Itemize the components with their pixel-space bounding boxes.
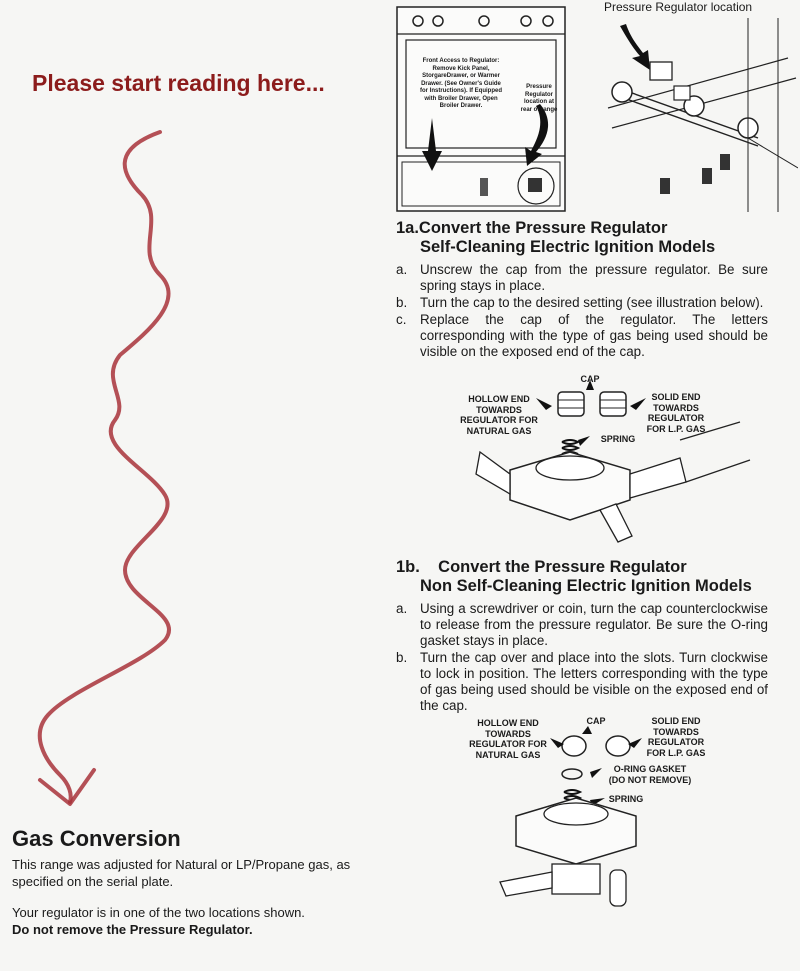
section-1b-title: 1b. Convert the Pressure Regulator: [396, 558, 687, 576]
cap-label-1a: CAP: [580, 374, 600, 384]
section-1a: [396, 219, 768, 361]
section-1a-subtitle: Self-Cleaning Electric Ignition Models: [420, 238, 716, 256]
spring-label-1a: SPRING: [600, 434, 636, 444]
start-reading-note: Please start reading here...: [32, 70, 325, 96]
step-text: Unscrew the cap from the pressure regulator. Be sure spring stays in place.: [420, 262, 768, 293]
step-letter: c.: [396, 312, 407, 327]
range-front-illustration: [396, 6, 566, 212]
solid-end-label-1b: SOLID END TOWARDS REGULATOR FOR L.P. GAS: [646, 716, 706, 758]
step-letter: b.: [396, 295, 408, 310]
section-1a-title: 1a.Convert the Pressure Regulator: [396, 219, 668, 237]
step-1a-c: [396, 312, 768, 360]
step-1b-a: [396, 601, 768, 649]
rear-location-label: Pressure Regulator location at rear of range: [520, 84, 558, 113]
diagram-1a: [440, 370, 760, 560]
step-1b-b: [396, 650, 768, 714]
solid-end-label-1a: SOLID END TOWARDS REGULATOR FOR L.P. GAS: [646, 392, 706, 434]
section-1a-heading: [396, 219, 768, 257]
gas-conversion-locations: Your regulator is in one of the two locations shown.: [12, 905, 305, 920]
regulator-location-illustration: [598, 18, 798, 212]
handdrawn-red-arrow: [0, 0, 400, 820]
step-letter: b.: [396, 650, 408, 665]
hollow-end-label-1a: HOLLOW END TOWARDS REGULATOR FOR NATURAL GAS: [460, 394, 538, 436]
section-1a-steps: [396, 262, 768, 360]
section-1b: [396, 558, 768, 715]
spring-label-1b: SPRING: [608, 794, 644, 804]
step-letter: a.: [396, 601, 408, 616]
hollow-end-label-1b: HOLLOW END TOWARDS REGULATOR FOR NATURAL GAS: [469, 718, 547, 760]
step-text: Turn the cap over and place into the slots. Turn clockwise to lock in position. The letters corresponding with the type of gas being used should be visible on the exposed end of the cap.: [420, 650, 768, 713]
oring-gasket-label: O-RING GASKET: [613, 764, 687, 774]
gas-conversion-warning: Do not remove the Pressure Regulator.: [12, 922, 253, 937]
regulator-location-caption: Pressure Regulator location: [604, 0, 753, 14]
front-access-label: Front Access to Regulator: Remove Kick Panel, StorgareDrawer, or Warmer Drawer. (See Owner's Guide for Instructions). If Equipped with Broiler Drawer, Open Broiler Drawer.: [420, 58, 502, 109]
step-letter: a.: [396, 262, 408, 277]
gas-conversion-intro: This range was adjusted for Natural or LP/Propane gas, as specified on the serial plate.: [12, 857, 351, 889]
section-1b-steps: [396, 601, 768, 714]
step-text: Turn the cap to the desired setting (see illustration below).: [420, 295, 764, 310]
step-text: Replace the cap of the regulator. The letters corresponding with the type of gas being used should be visible on the exposed end of the cap.: [420, 312, 768, 359]
section-1b-subtitle: Non Self-Cleaning Electric Ignition Models: [420, 577, 752, 595]
gas-conversion-block: [12, 826, 392, 938]
gas-conversion-title: Gas Conversion: [12, 826, 181, 851]
step-1a-b: [396, 295, 768, 311]
step-text: Using a screwdriver or coin, turn the cap counterclockwise to release from the pressure regulator. Be sure the O-ring gasket stays in place.: [420, 601, 768, 648]
oring-note-label: (DO NOT REMOVE): [608, 775, 692, 785]
diagram-1b: [440, 712, 770, 922]
step-1a-a: [396, 262, 768, 294]
burner-manifold-drawing: [598, 18, 798, 212]
section-1b-heading: [396, 558, 768, 596]
cap-label-1b: CAP: [586, 716, 606, 726]
